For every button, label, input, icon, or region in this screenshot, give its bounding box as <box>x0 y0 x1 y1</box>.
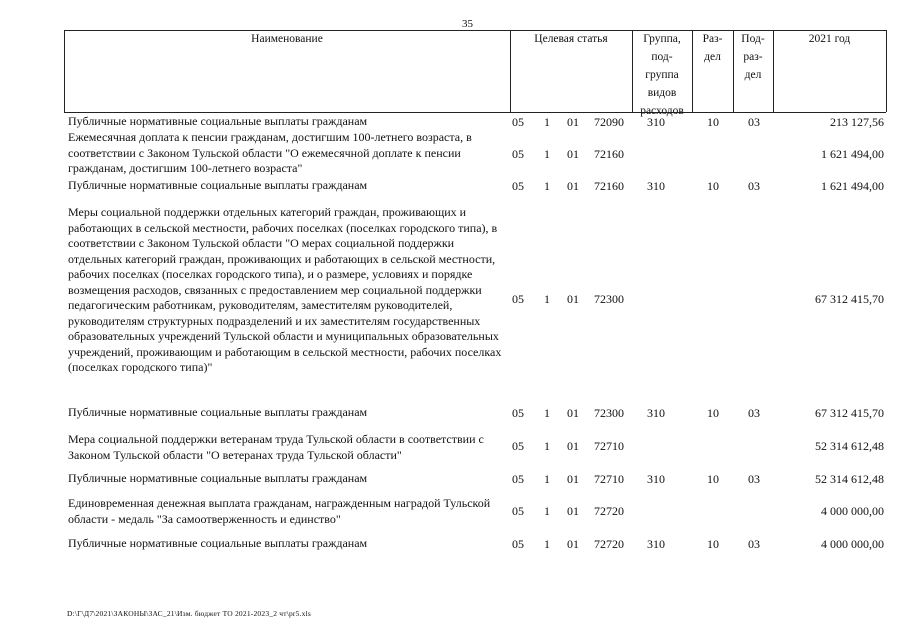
row-subsection: 03 <box>748 537 760 551</box>
header-section <box>692 30 733 66</box>
row-subsection: 03 <box>748 179 760 193</box>
header-name: Наименование <box>251 33 323 45</box>
row-amount: 1 621 494,00 <box>821 147 884 161</box>
row-name: Публичные нормативные социальные выплаты гражданам <box>68 471 368 485</box>
row-amount: 4 000 000,00 <box>821 504 884 518</box>
row-code: 72710 <box>594 439 624 453</box>
row-section: 10 <box>707 115 719 129</box>
header-group <box>632 30 692 120</box>
row-code-part: 01 <box>567 406 579 420</box>
header-group-line: под- <box>651 51 673 63</box>
row-name: Единовременная денежная выплата гражданам, награжденным наградой Тульской области - медаль "За самоотверженность и единство" <box>68 496 491 526</box>
header-group-line: Группа, <box>643 33 681 45</box>
row-code-part: 01 <box>567 115 579 129</box>
row-section: 10 <box>707 179 719 193</box>
row-name: Меры социальной поддержки отдельных категорий граждан, проживающих и работающих в сельской местности, рабочих поселках (поселках городского типа), в соответствии с Законом Тульской области "О мерах социальной поддержки отдельных категорий граждан, проживающих и работающих в сельской местности, рабочих поселках (поселках городского типа), и о размере, условиях и порядке возмещения расходов, связанных с предоставлением мер социальной поддержки педагогическим работникам, руководителям, заместителям руководителей, руководителям структурных подразделений и их заместителям государственных образовательных учреждений Тульской области и муниципальных образовательных учреждений, проживающим и работающим в сельской местности, рабочих поселках (поселках городского типа)" <box>68 205 502 374</box>
row-code-part: 01 <box>567 537 579 551</box>
row-code-part: 01 <box>567 439 579 453</box>
row-code-part: 05 <box>512 147 524 161</box>
row-amount: 213 127,56 <box>830 115 884 129</box>
header-year: 2021 год <box>808 33 851 45</box>
row-section: 10 <box>707 406 719 420</box>
row-code: 72720 <box>594 504 624 518</box>
row-name: Публичные нормативные социальные выплаты гражданам <box>68 178 368 192</box>
row-code-part: 1 <box>544 537 550 551</box>
header-subsection-line: раз- <box>743 51 763 63</box>
row-code-part: 1 <box>544 179 550 193</box>
row-group: 310 <box>647 537 665 551</box>
row-group: 310 <box>647 115 665 129</box>
file-path-footer: D:\Г\Д7\2021\ЗАКОНЫ\ЗАС_21\Изм. бюджет ТО 2021-2023_2 чт\pr5.xls <box>67 609 312 618</box>
row-amount: 52 314 612,48 <box>815 472 884 486</box>
row-amount: 52 314 612,48 <box>815 439 884 453</box>
header-subsection-line: Под- <box>741 33 765 45</box>
row-subsection: 03 <box>748 115 760 129</box>
row-code-part: 05 <box>512 179 524 193</box>
row-section: 10 <box>707 537 719 551</box>
row-code: 72160 <box>594 147 624 161</box>
row-code-part: 1 <box>544 472 550 486</box>
row-code: 72160 <box>594 179 624 193</box>
row-code-part: 05 <box>512 292 524 306</box>
header-section-line: Раз- <box>702 33 723 45</box>
row-name: Публичные нормативные социальные выплаты гражданам <box>68 405 368 419</box>
row-code: 72090 <box>594 115 624 129</box>
row-code-part: 05 <box>512 439 524 453</box>
row-code-part: 1 <box>544 439 550 453</box>
row-code-part: 1 <box>544 292 550 306</box>
row-code-part: 05 <box>512 504 524 518</box>
header-section-line: дел <box>704 51 721 63</box>
row-code-part: 1 <box>544 147 550 161</box>
header-group-line: видов <box>647 87 677 99</box>
header-group-line: группа <box>645 69 679 81</box>
row-amount: 4 000 000,00 <box>821 537 884 551</box>
row-subsection: 03 <box>748 472 760 486</box>
row-code: 72720 <box>594 537 624 551</box>
row-name: Публичные нормативные социальные выплаты гражданам <box>68 536 368 550</box>
row-name: Ежемесячная доплата к пенсии гражданам, достигшим 100-летнего возраста, в соответствии с Законом Тульской области "О ежемесячной доплате к пенсии гражданам, достигшим 100-летнего возраста" <box>68 130 472 175</box>
header-divider <box>886 30 887 112</box>
row-code: 72710 <box>594 472 624 486</box>
row-subsection: 03 <box>748 406 760 420</box>
row-amount: 67 312 415,70 <box>815 292 884 306</box>
row-code-part: 1 <box>544 115 550 129</box>
row-code: 72300 <box>594 292 624 306</box>
row-code-part: 01 <box>567 179 579 193</box>
row-code-part: 01 <box>567 292 579 306</box>
header-target: Целевая статья <box>534 33 608 45</box>
page-number: 35 <box>462 18 473 30</box>
header-subsection-line: дел <box>744 69 762 81</box>
row-name: Мера социальной поддержки ветеранам труда Тульской области в соответствии с Законом Тульской области "О ветеранах труда Тульской области" <box>68 432 484 462</box>
header-group-line: расходов <box>640 105 684 117</box>
row-code: 72300 <box>594 406 624 420</box>
row-amount: 67 312 415,70 <box>815 406 884 420</box>
header-bottom-rule <box>64 112 886 113</box>
row-group: 310 <box>647 472 665 486</box>
header-subsection <box>733 30 773 84</box>
row-section: 10 <box>707 472 719 486</box>
row-group: 310 <box>647 179 665 193</box>
row-name: Публичные нормативные социальные выплаты гражданам <box>68 114 368 128</box>
row-code-part: 1 <box>544 504 550 518</box>
row-code-part: 01 <box>567 472 579 486</box>
row-amount: 1 621 494,00 <box>821 179 884 193</box>
row-code-part: 1 <box>544 406 550 420</box>
row-code-part: 01 <box>567 504 579 518</box>
row-code-part: 05 <box>512 406 524 420</box>
row-code-part: 05 <box>512 115 524 129</box>
row-code-part: 05 <box>512 472 524 486</box>
row-code-part: 05 <box>512 537 524 551</box>
row-code-part: 01 <box>567 147 579 161</box>
row-group: 310 <box>647 406 665 420</box>
